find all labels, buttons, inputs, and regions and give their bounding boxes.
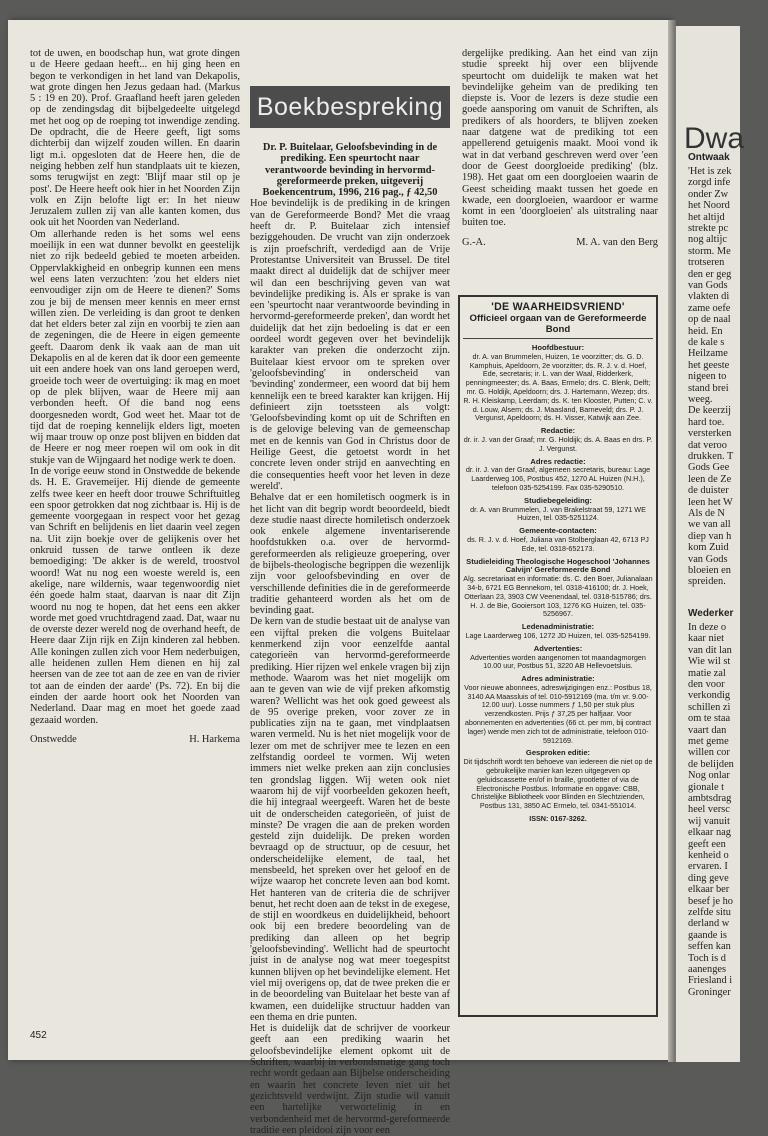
review-continuation: dergelijke prediking. Aan het eind van zijn studie spreekt hij over een blijvende speurtocht om duidelijk te maken wat het bevindelijke geheim van de prediking ten diepste is. Voor de lezers is deze studie een goede aansporing om vanuit de Schriften, als predikers of als hoorders, te blijven zoeken naar datgene wat de prediking tot een appellerend getuigenis maakt. Mooi vond ik wat in dat verband geschreven werd over 'een door de Geest doorgloeide prediking' (blz. 198). Het gaat om een doorgloeien waarin de Geest scheiding maakt tussen het goede en kwade, een doorgloeien, waardoor er warme komt in een 'doorgloeien' als uitstraling naar buiten toe. — [462, 48, 658, 229]
colophon-sections — [463, 344, 653, 811]
colophon-section-heading: Studiebegeleiding: — [524, 495, 592, 505]
adjacent-page-line: heid. En — [688, 325, 723, 337]
adjacent-page-line: spreiden. — [688, 576, 726, 588]
colophon-section-heading: Advertenties: — [533, 643, 583, 653]
page-number: 452 — [30, 1030, 47, 1041]
review-column — [250, 142, 450, 1136]
signature-name: H. Harkema — [189, 733, 240, 745]
adjacent-page-line: leen het W — [688, 496, 733, 508]
adjacent-page-line: ambtsdrag — [688, 793, 732, 804]
article-paragraph: In de vorige eeuw stond in Onstwedde de bekende ds. H. E. Gravemeijer. Hij diende de gemeente zelfs twee keer en heeft door trouwe Schriftuitleg een spoor getrokken dat nog zichtbaar is. Hij is de gemeente voorgegaan in respect voor het gezag van Schrift en belijdenis en liet daarin veel zegen na. Uit zijn boekje over de gelijkenis over het onkruid tussen de tarwe ontleen ik deze bemoediging: 'De akker is de wereld, troostvol woord! Wat nu nog een woeste wereld is, een akelige, nare wildernis, waar tegenwoordig niet één goede halm staat, daarvan is naar dit Zijn woord nu nog te hopen, dat het eens een akker worde met goed vruchtdragend zaad. Dat, waar nu de overste dezer wereld nog de overhand heeft, de Heere daar Zijn rijk en Zijn kinderen zal hebben. Alle koningen zullen zich voor Hem nederbuigen, alle heidenen zullen Hem dienen en hij zal heersen van de zee tot aan de zee en van de rivier tot aan de einden der aarde' (Ps. 72). En bij die einden der aarde hoort ook het Noorden van Nederland. Daar mag en moet het goede zaad gezaaid worden. — [30, 465, 240, 726]
colophon-section — [463, 427, 653, 453]
adjacent-page-line: ervaren. I — [688, 861, 728, 873]
adjacent-page-heading: Ontwaak — [688, 152, 730, 163]
colophon-section — [463, 623, 653, 641]
signature-place: Onstwedde — [30, 733, 77, 745]
colophon-section-body: Alg. secretariaat en informatie: ds. C. den Boer, Julianalaan 34-b, 6721 EG Bennekom, tel. 0318-416100; dr. J. Hoek, Otterlaan 23, 3903 CW Veenendaal, tel. 0318-515786; drs. H. J. de Bie, Gooiersort 103, 1276 KG Huizen, tel. 035-5256967. — [463, 574, 653, 619]
colophon-section-heading: Gemeente-contacten: — [519, 526, 597, 536]
adjacent-page-line: op de naal — [688, 314, 731, 326]
adjacent-page-line: elkaar ber — [688, 884, 730, 896]
article-paragraph: tot de uwen, en boodschap hun, wat grote dingen u de Heere gedaan heeft... en hij ging heen en begon te verkondigen in het land van Dekapolis, wat grote dingen hen Jezus gedaan had. (Markus 5 : 19 en 20). Prof. Graafland heeft jaren geleden op de zendingsdag dit bijbelgedeelte uitgelegd met het oog op de roeping tot inwendige zending. De opdracht, die de Heere geeft, ligt soms dichterbij dan wijzelf zouden willen. En daarin ligt m.i. opgesloten dat de Heere hen, die de neiging hebben zelf hun standplaats uit te kiezen, soms terugwijst en zegt: 'Blijf maar stil op je post'. De Heere heeft ook hier in het Noorden Zijn volk en Zijn belofte ligt er: In het nieuw Jeruzalem zullen zij van alle kanten komen, dus ook uit het Noorden van Nederland. — [30, 48, 240, 229]
colophon-section — [463, 344, 653, 423]
adjacent-page-line: In deze o — [688, 622, 727, 633]
colophon-section-heading: Ledenadministratie: — [521, 622, 595, 632]
adjacent-page-line: gaande is — [688, 929, 727, 941]
adjacent-page-line: het Noord — [688, 200, 730, 212]
colophon-section-heading: Studieleiding Theologische Hogeschool 'Johannes Calvijn' Gereformeerde Bond — [466, 556, 650, 575]
adjacent-page-line: zame oefe — [688, 302, 731, 314]
article-signature — [30, 734, 240, 745]
adjacent-page-line: zorgd infe — [688, 177, 731, 189]
adjacent-page-line: Heilzame — [688, 348, 728, 360]
colophon-section-heading: Redactie: — [540, 426, 576, 436]
adjacent-page-line: we van all — [688, 519, 731, 531]
adjacent-page-line: weeg. — [688, 394, 713, 405]
colophon-section-heading: Adres administratie: — [521, 674, 595, 684]
review-sig-right: M. A. van den Berg — [576, 236, 658, 248]
adjacent-page-line: diep van h — [688, 530, 732, 542]
colophon-section-body: dr. ir. J. van der Graaf, algemeen secretaris, bureau: Lage Laarderweg 106, Postbus 452, 1270 AL Huizen (N.H.), telefoon 035-5254199. Fax 035-5290510. — [465, 465, 651, 492]
adjacent-page-line: heel versc — [688, 804, 730, 816]
colophon-section — [463, 749, 653, 811]
adjacent-page-line: strekte pc — [688, 223, 729, 234]
section-banner: Boekbespreking — [250, 86, 450, 128]
adjacent-page-line: de belijden — [688, 758, 734, 770]
colophon-section — [463, 458, 653, 493]
colophon-title: 'DE WAARHEIDSVRIEND' — [491, 301, 625, 313]
adjacent-page-line: matie zal — [688, 667, 726, 679]
adjacent-page-line: seffen kan — [688, 941, 731, 953]
adjacent-page-line: stand brei — [688, 382, 729, 394]
adjacent-page-line: elkaar nag — [688, 827, 731, 839]
article-paragraph: Om allerhande reden is het soms wel eens moeilijk in een wat dunner bevolkt en geestelijk niet zo rijk bedeeld gebied te moeten arbeiden. Oppervlakkigheid en onbegrip kunnen een mens wel eens laten verzuchten: 'zou het elders niet eenvoudiger zijn om de Heere te dienen?' Soms zou je bij de mensen meer kennis en meer ernst willen zien. De verleiding is dan groot te denken dat het elders beter zal zijn en voorbij te zien aan de zegeningen, die de Heere in eigen gemeente geeft. Daarom denk ik vaak aan de man uit Dekapolis en al de keren dat ik door een gemeente uit een andere hoek van ons land geroepen werd, groeide toch weer de overtuiging: ik mag en moet op de plek blijven, waar de Heere mij aan verbonden heeft. Of die band nog eens doorgesneden wordt, God weet het. Maar tot de tijd dat de roeping kennelijk elders ligt, moeten wij maar trouw op onze post blijven en bidden dat de Heere er nog meer roepen wil om ook in dit stukje van de Wijngaard het nodige werk te doen. — [30, 228, 240, 466]
adjacent-page-line: vlakten di — [688, 291, 730, 303]
colophon-subtitle: Officieel orgaan van de Gereformeerde Bond — [469, 313, 647, 335]
colophon-box — [458, 295, 658, 1017]
colophon-section-body: dr. ir. J. van der Graaf; mr. G. Holdijk; ds. A. Baas en drs. P. J. Vergunst. — [463, 434, 653, 453]
adjacent-page-line: versterken — [688, 428, 732, 440]
adjacent-page-line: aanenges — [688, 964, 727, 975]
review-sig-left: G.-A. — [462, 236, 486, 248]
adjacent-page-line: het altijd — [688, 211, 725, 223]
adjacent-page-line: hard toe. — [688, 416, 725, 428]
adjacent-page-line: Groninger — [688, 986, 731, 998]
adjacent-page-line: nigeen to — [688, 371, 727, 383]
adjacent-page-line: trotseren — [688, 257, 725, 269]
colophon-section-body: dr. A. van Brummelen, Huizen, 1e voorzitter; ds. G. D. Kamphuis, Apeldoorn, 2e voorzitter; ds. R. J. v. d. Hoef, Ede, secretaris; ir. L. van der Waal, Ridderkerk, penningmeester; ds. A. Baas, Ermelo; drs. C. Blenk, Delft; mr. G. Holdijk, Apeldoorn; drs. J. Hartemann, Wezep; drs. R. H. Kleiskamp, Leerdam; ds. K. ten Klooster, Putten; C. v. d. Louw, Alsem; ds. J. Maasland, Barneveld; drs. P. J. Vergunst, Apeldoorn; ds. H. Visser, Katwijk aan Zee. — [463, 351, 653, 423]
adjacent-page-line: den er geg — [688, 268, 732, 280]
adjacent-page-line: bloeien en — [688, 565, 731, 576]
adjacent-page-line: van Gods — [688, 553, 728, 565]
adjacent-page-line: kom Zuid — [688, 542, 729, 554]
article-column-1 — [30, 48, 240, 745]
adjacent-page — [674, 26, 745, 1062]
adjacent-page-line: de kale s — [688, 337, 725, 348]
adjacent-page-line: om te staa — [688, 713, 731, 725]
adjacent-page-line: drukken. T — [688, 451, 734, 462]
colophon-section-heading: Adres redactie: — [530, 456, 586, 466]
adjacent-page-line: leen de Ze — [688, 473, 732, 485]
review-paragraph: Behalve dat er een homiletisch oogmerk is in het licht van dit begrip wordt beoordeeld, biedt deze studie naast directe homiletisch onderzoek ook enkele algemene inventariserende hoofdstukken o.a. over de hervormd-gereformeerden als religieuze groepering, over de bijbels-theologische begrippen die wezenlijk zijn voor geloofsbevinding en over de verschillende definities die in de gereformeerde traditie gehanteerd worden als het om de bevinding gaat. — [250, 492, 450, 617]
review-paragraph: De kern van de studie bestaat uit de analyse van een vijftal preken die volgens Buitelaar kenmerkend zijn voor eenzelfde aantal categorieën van hervormd-gereformeerde prediking. Hier rijzen wel enkele vragen bij zijn methode. Waarom was het niet mogelijk om aan te geven van wie de vijf preken afkomstig waren? Wellicht was het ook goed geweest als de 95 overige preken, voor zover ze in publicaties zijn na te gaan, met vindplaatsen waren vermeld. Nu is het niet mogelijk voor de lezer om met de schrijver mee te lezen en een zelfstandig oordeel te vormen. Wij weten immers niet welke preken aan zijn conclusies ten grondslag liggen. Wij weten ook niet waarom hij de vijf voorbeelden gekozen heeft, die hij integraal weergeeft. Waren het de beste uit de onderscheiden categorieën, of juist de minste? De vragen die aan de preken worden gesteld zijn duidelijk. De preken worden bevraagd op de structuur, op de cesuur, het onderscheidelijke element, de taal, het mensbeeld, het spreken over het geloof en de wijze waarop het concrete leven aan bod komt. Het hanteren van de criteria die de schrijver benut, het recht doen aan de tekst in de exegese, de stijl en woordkeus en duidelijkheid, behoort ook bij een bredere beoordeling van de prediking dan alleen op het begrip 'geloofsbevinding'. Wellicht had de speurtocht juist in de analyse nog wat meer toegespitst kunnen blijven op het bevindelijke element. Het viel mij overigens op, dat de twee preken die er in de beoordeling van Buitelaar het beste van af kwamen, een duidelijke structuur hadden van een thema en drie punten. — [250, 616, 450, 1023]
colophon-section-body: Voor nieuwe abonnees, adreswijzigingen enz.: Postbus 18, 3140 AA Maassluis of tel. 010-5912169 (ma. t/m vr. 9.00-12.00 uur). Losse nummers ƒ 1,50 per stuk plus verzendkosten. Prijs ƒ 37,25 per halfjaar. Voor abonnementen en advertenties (66 ct. per mm, bij contract lager) wende men zich tot de administratie, telefoon 010-5912169. — [464, 682, 652, 745]
adjacent-page-line: dat veroo — [688, 439, 727, 451]
adjacent-page-heading-2: Wederker — [688, 608, 734, 619]
adjacent-page-line: storm. Me — [688, 245, 731, 257]
colophon-divider — [463, 338, 653, 339]
adjacent-page-line: geeft een — [688, 838, 726, 850]
adjacent-page-title: Dwa — [684, 122, 745, 155]
adjacent-page-line: nog altijc — [688, 234, 727, 246]
adjacent-page-line: Gods Gee — [688, 462, 730, 474]
adjacent-page-line: de duister — [688, 485, 729, 497]
colophon-section — [463, 558, 653, 620]
adjacent-page-line: den voor — [688, 679, 725, 690]
colophon-section-body: dr. A. van Brummelen, J. van Brakelstraat 59, 1271 WE Huizen, tel. 035-5251124. — [470, 504, 646, 523]
adjacent-page-line: met geme — [688, 736, 729, 747]
adjacent-page-line: derland w — [688, 918, 730, 930]
adjacent-page-line: Friesland i — [688, 975, 733, 987]
adjacent-page-line: het geeste — [688, 359, 730, 371]
adjacent-page-line: vaart dan — [688, 724, 727, 736]
adjacent-page-line: verkondig — [688, 690, 731, 702]
colophon-section — [463, 497, 653, 523]
adjacent-page-line: wij vanuit — [688, 815, 730, 827]
adjacent-page-line: kenheid o — [688, 850, 729, 861]
adjacent-page-line: schillen zi — [688, 701, 731, 713]
colophon-section-body: Advertenties worden aangenomen tot maandagmorgen 10.00 uur, Postbus 51, 3220 AB Hellevoetsluis. — [470, 652, 646, 671]
adjacent-page-line: onder Zw — [688, 188, 729, 200]
adjacent-page-line: Als de N — [688, 508, 725, 519]
adjacent-page-line: kaar niet — [688, 633, 725, 645]
colophon-section — [463, 527, 653, 553]
colophon-issn: ISSN: 0167-3262. — [529, 814, 587, 824]
adjacent-page-line: 'Het is zek — [688, 166, 732, 177]
colophon-section-heading: Gesproken editie: — [525, 748, 591, 758]
adjacent-page-line: ding geve — [688, 872, 729, 884]
adjacent-page-line: van dit lan — [688, 644, 732, 656]
review-signature — [462, 237, 658, 248]
adjacent-page-line: Toch is d — [688, 952, 726, 964]
review-paragraph: Het is duidelijk dat de schrijver de voorkeur geeft aan een prediking waarin het geloofsbevindelijke element opkomt uit de Schriften, waarbij in verbondsmatige gang toch recht wordt gedaan aan Bijbelse onderscheiding en waarin het concrete leven niet uit het gezichtsveld verdwijnt. Zijn studie wil vanuit een hartelijke verwortelinig in en verbondenheid met de hervormd-gereformeerde traditie een pleidooi zijn voor een — [250, 1023, 450, 1136]
adjacent-page-line: besef je ho — [688, 895, 734, 907]
review-book-heading: Dr. P. Buitelaar, Geloofsbevinding in de prediking. Een speurtocht naar verantwoorde bevinding in hervormd-gereformeerde preken, uitgeverij Boekencentrum, 1996, 216 pag., ƒ 42,50 — [262, 142, 438, 199]
colophon-section — [463, 675, 653, 745]
colophon-section — [463, 645, 653, 671]
adjacent-page-line: Nog onlar — [688, 770, 730, 782]
adjacent-page-line: van Gods — [688, 280, 728, 291]
colophon-section-body: ds. R. J. v. d. Hoef, Juliana van Stolberglaan 42, 6713 PJ Ede, tel. 0318-652173. — [467, 534, 649, 553]
adjacent-page-line: De keerzij — [688, 405, 731, 417]
review-continuation-column — [462, 48, 658, 248]
adjacent-page-line: Wie wil st — [688, 656, 731, 668]
adjacent-page-line: gionale t — [688, 781, 725, 793]
adjacent-page-line: zelfde situ — [688, 907, 731, 918]
colophon-section-body: Lage Laarderweg 106, 1272 JD Huizen, tel. 035-5254199. — [465, 630, 651, 640]
adjacent-page-line: willen cor — [688, 747, 730, 759]
colophon-section-body: Dit tijdschrift wordt ten behoeve van iedereen die niet op de gebruikelijke manier kan lezen uitgegeven op geluidscassette en/of in braille, grootletter of via de Electronische Postbus. Informatie en opgave: CBB, Christelijke Bibliotheek voor Blinden en Slechtzienden, Postbus 131, 3850 AC Ermelo, tel. 0341-551014. — [463, 757, 653, 811]
colophon-section-heading: Hoofdbestuur: — [531, 343, 585, 352]
review-paragraph: Hoe bevindelijk is de prediking in de kringen van de Gereformeerde Bond? Met die vraag heeft dr. P. Buitelaar zich intensief beziggehouden. De vrucht van zijn onderzoek is zijn proefschrift, verdedigd aan de Vrije Protestantse Universiteit van Brussel. De titel maakt direct al duidelijk dat de schijver meer wil dan een beschrijving geven van wat bevindelijke prediking is. Als er sprake is van een 'speurtocht naar verantwoorde bevinding in hervormd-gereformeerde preken', dan wordt het duidelijk dat het zijn bedoeling is dat er een oordeel wordt gegeven over het bevindelijk karakter van preken die onderzocht zijn. Buitelaar kiest ervoor om te spreken over 'geloofsbevinding' in onderscheid van 'bevinding' zondermeer, een woord dat bij hem kennelijk een te breed karakter kan krijgen. Hij definieert zijn toetssteen als volgt: 'Geloofsbevinding komt op uit de Schriften en is de gelovige beleving van de gemeenschap met en de kennis van God in Christus door de Heilige Geest, die getoetst wordt in het concrete leven onder strijd en aanvechting en die consequenties heeft voor het leven in deze wereld'. — [250, 198, 450, 492]
